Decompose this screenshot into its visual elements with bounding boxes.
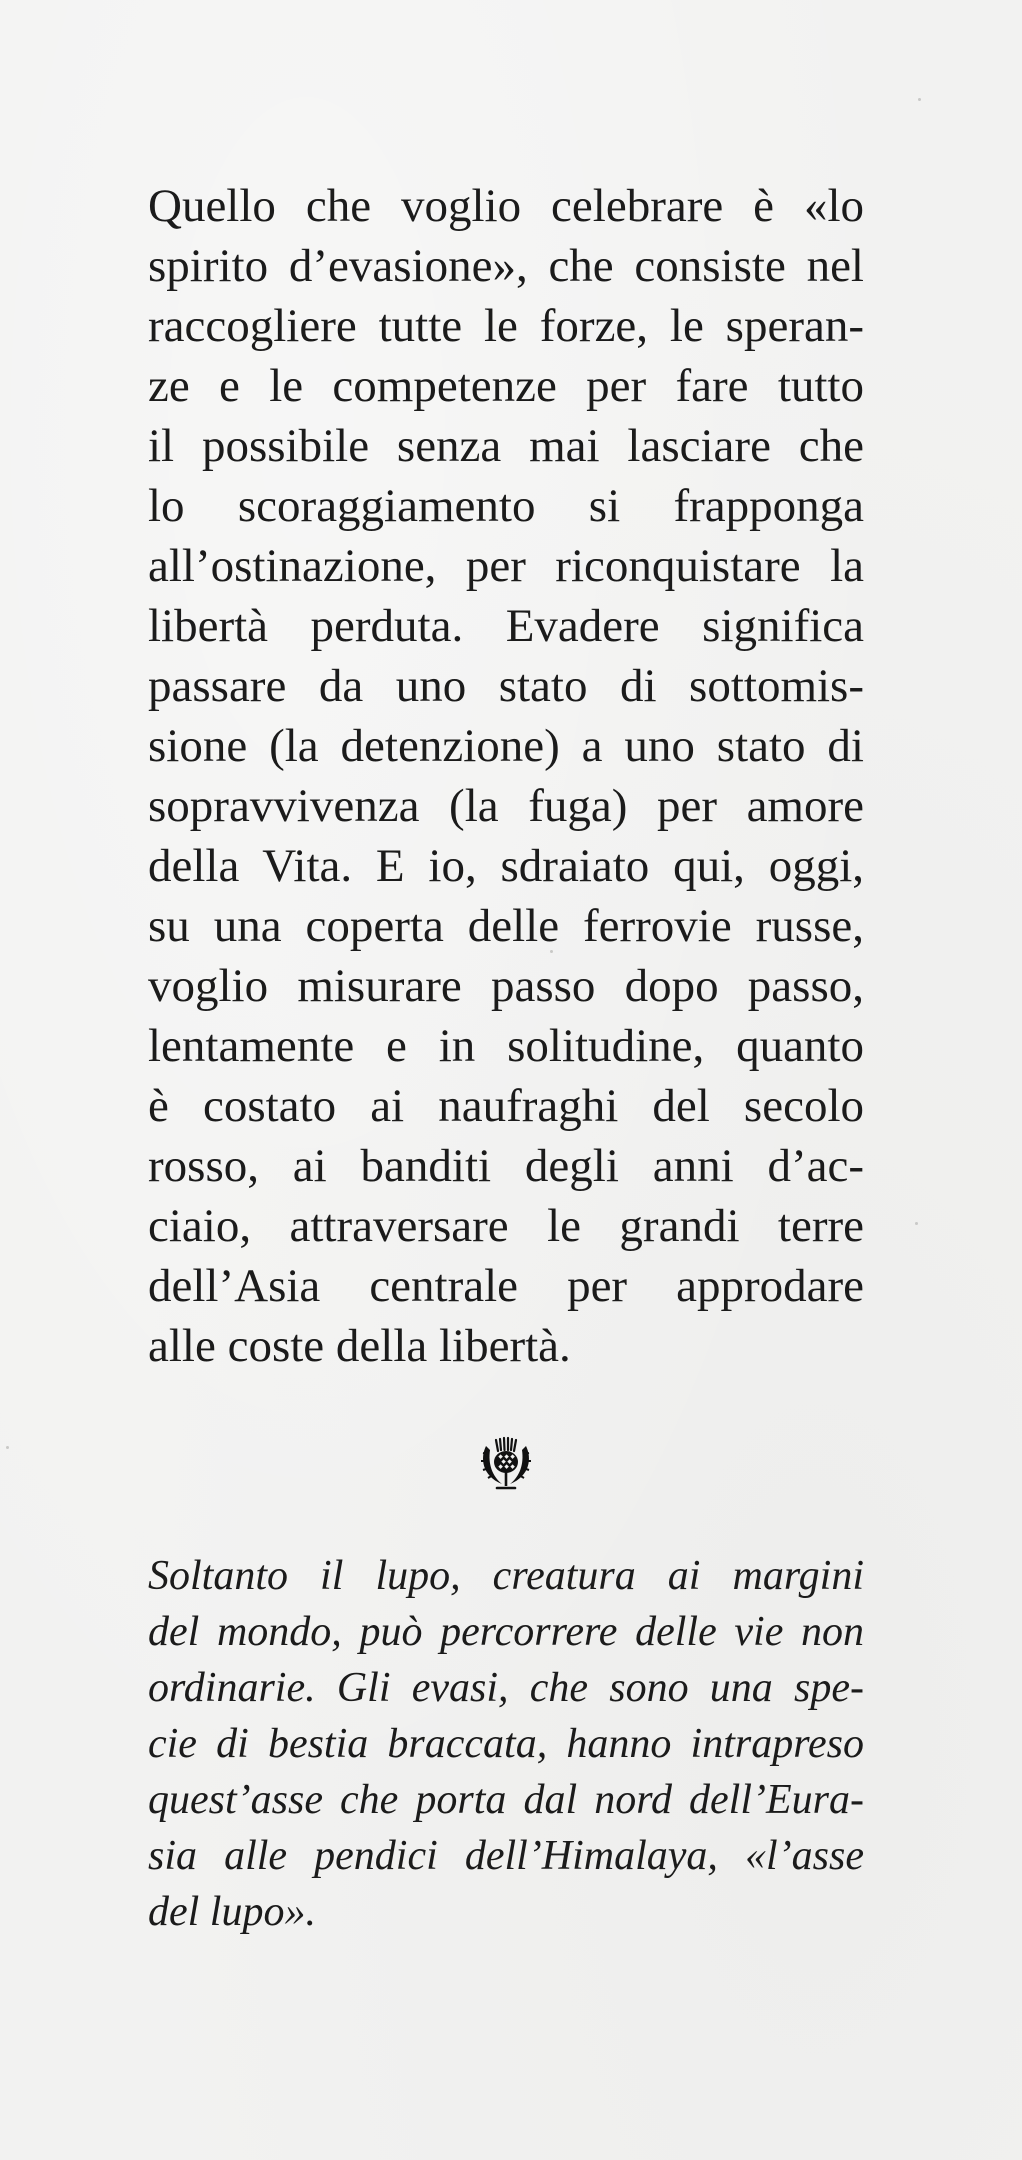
paper-speck (918, 98, 921, 101)
text-line: spirito d’evasione», che consiste nel (148, 240, 864, 292)
paper-speck (6, 1446, 9, 1449)
paper-speck (915, 1222, 918, 1225)
text-line: rosso, ai banditi degli anni d’ac- (148, 1140, 864, 1192)
epigraph-line: ordinarie. Gli evasi, che sono una spe- (148, 1665, 864, 1711)
text-line: della Vita. E io, sdraiato qui, oggi, (148, 840, 864, 892)
thistle-icon (476, 1436, 534, 1492)
text-line: è costato ai naufraghi del secolo (148, 1080, 864, 1132)
text-line: lentamente e in solitudine, quanto (148, 1020, 864, 1072)
text-line: ze e le competenze per fare tutto (148, 360, 864, 412)
text-line: all’ostinazione, per riconquistare la (148, 540, 864, 592)
text-line: sopravvivenza (la fuga) per amore (148, 780, 864, 832)
epigraph-line: quest’asse che porta dal nord dell’Eura- (148, 1777, 864, 1823)
main-passage (148, 176, 864, 1376)
epigraph-line: Soltanto il lupo, creatura ai margini (148, 1553, 864, 1599)
epigraph-line: del mondo, può percorrere delle vie non (148, 1609, 864, 1655)
epigraph (148, 1548, 864, 1940)
text-line: lo scoraggiamento si frapponga (148, 480, 864, 532)
epigraph-line: sia alle pendici dell’Himalaya, «l’asse (148, 1833, 864, 1879)
text-line: il possibile senza mai lasciare che (148, 420, 864, 472)
text-line: raccogliere tutte le forze, le speran- (148, 300, 864, 352)
text-line: Quello che voglio celebrare è «lo (148, 180, 864, 232)
text-line: ciaio, attraversare le grandi terre (148, 1200, 864, 1252)
text-line: su una coperta delle ferrovie russe, (148, 900, 864, 952)
text-line: alle coste della libertà. (148, 1320, 571, 1372)
epigraph-line: del lupo». (148, 1889, 316, 1935)
text-line: libertà perduta. Evadere significa (148, 600, 864, 652)
text-line: voglio misurare passo dopo passo, (148, 960, 864, 1012)
epigraph-line: cie di bestia braccata, hanno intrapreso (148, 1721, 864, 1767)
text-line: passare da uno stato di sottomis- (148, 660, 864, 712)
text-line: sione (la detenzione) a uno stato di (148, 720, 864, 772)
text-line: dell’Asia centrale per approdare (148, 1260, 864, 1312)
